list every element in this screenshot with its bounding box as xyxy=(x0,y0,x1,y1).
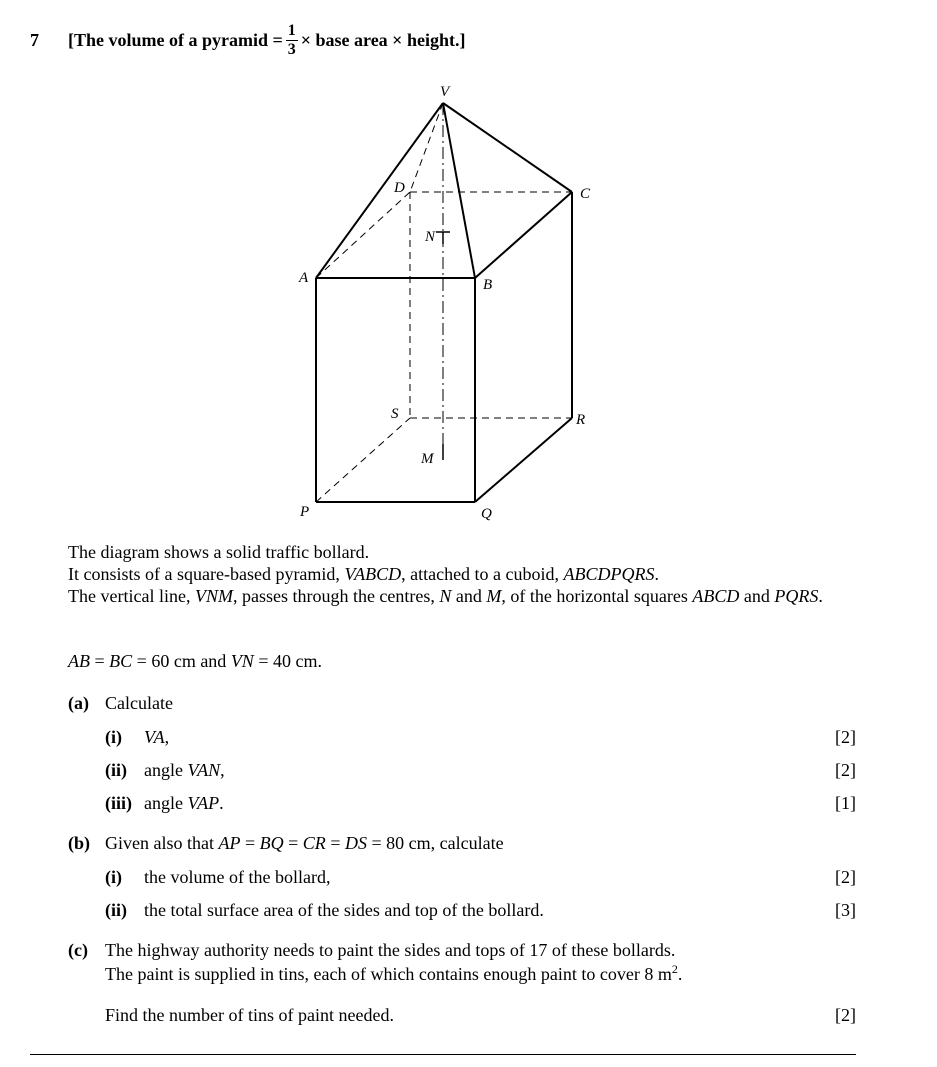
intro-text: and xyxy=(451,586,487,606)
part-c-label: (c) xyxy=(68,940,88,960)
point-name: M xyxy=(486,586,502,606)
part-b-ii-label: (ii) xyxy=(105,900,127,920)
segment-name: BQ xyxy=(259,833,284,853)
intro-text: , attached to a cuboid, xyxy=(401,564,564,584)
square-name: PQRS xyxy=(774,586,819,606)
item-text: the volume of the bollard, xyxy=(144,867,331,887)
segment-name: DS xyxy=(344,833,367,853)
label-Q: Q xyxy=(481,506,492,522)
item-ital: VA xyxy=(144,727,165,747)
part-b-ii-mark: [3] xyxy=(835,900,856,920)
segment-name: BC xyxy=(109,651,133,671)
eq-text: = xyxy=(325,833,345,853)
visible-edges xyxy=(316,103,572,502)
line-name: VNM xyxy=(194,586,233,606)
part-c-line-2 xyxy=(105,962,856,985)
intro-line-1: The diagram shows a solid traffic bollard. xyxy=(68,542,370,562)
intro-text: . xyxy=(654,564,660,584)
item-ital: VAP xyxy=(187,793,220,813)
segment-name: AB xyxy=(68,651,90,671)
part-a-label: (a) xyxy=(68,693,89,713)
part-c-line-1 xyxy=(68,940,856,961)
given-text: = 60 cm and xyxy=(132,651,231,671)
edge-VB xyxy=(443,103,475,278)
bottom-rule xyxy=(30,1054,856,1055)
intro-text: , of the horizontal squares xyxy=(501,586,693,606)
label-D: D xyxy=(394,180,405,196)
label-C: C xyxy=(580,186,591,202)
part-b-ii xyxy=(105,900,856,921)
part-a-iii-label: (iii) xyxy=(105,793,132,813)
item-text: angle xyxy=(144,793,188,813)
intro-line-2 xyxy=(68,563,856,585)
pyramid-name: VABCD xyxy=(344,564,402,584)
item-text: , xyxy=(164,727,170,747)
hidden-edges xyxy=(316,103,572,502)
eq-text: = xyxy=(240,833,260,853)
part-a-i-label: (i) xyxy=(105,727,122,747)
edge-QR xyxy=(475,418,572,502)
superscript: 2 xyxy=(671,962,678,976)
item-text: angle xyxy=(144,760,188,780)
label-B: B xyxy=(483,277,493,293)
label-R: R xyxy=(576,412,586,428)
item-text: . xyxy=(219,793,224,813)
part-a-iii-mark: [1] xyxy=(835,793,856,813)
cuboid-name: ABCDPQRS xyxy=(563,564,655,584)
item-text: , xyxy=(220,760,225,780)
edge-AD xyxy=(316,192,410,278)
item-text: the total surface area of the sides and top of the bollard. xyxy=(144,900,544,920)
part-a-heading xyxy=(68,693,856,714)
intro-text: . xyxy=(818,586,823,606)
fraction-numerator: 1 xyxy=(287,21,296,39)
label-S: S xyxy=(391,406,399,422)
header-prefix: [The volume of a pyramid = xyxy=(68,29,283,50)
part-c-text-2: The paint is supplied in tins, each of which contains enough paint to cover 8 m xyxy=(105,964,672,984)
part-b-i xyxy=(105,867,856,888)
intro-text: and xyxy=(739,586,775,606)
part-c-text-3: Find the number of tins of paint needed. xyxy=(105,1005,394,1025)
edge-VD xyxy=(410,103,443,192)
part-b-heading xyxy=(68,833,856,854)
part-a-i-mark: [2] xyxy=(835,727,856,747)
point-name: N xyxy=(439,586,452,606)
part-c-text-1: The highway authority needs to paint the sides and tops of 17 of these bollards. xyxy=(105,940,676,960)
label-V: V xyxy=(440,84,450,100)
part-a-i xyxy=(105,727,856,748)
square-name: ABCD xyxy=(692,586,740,606)
item-ital: VAN xyxy=(187,760,221,780)
segment-name: CR xyxy=(302,833,326,853)
part-a-iii xyxy=(105,793,856,814)
given-lengths xyxy=(68,650,856,672)
part-a-ii-label: (ii) xyxy=(105,760,127,780)
part-b-label: (b) xyxy=(68,833,90,853)
question-number: 7 xyxy=(30,30,39,50)
label-A: A xyxy=(299,270,309,286)
part-a-ii xyxy=(105,760,856,781)
part-b-text xyxy=(105,833,504,854)
eq-text: = xyxy=(283,833,303,853)
label-M: M xyxy=(421,451,434,467)
part-c-line-3 xyxy=(105,1005,856,1026)
label-P: P xyxy=(300,504,310,520)
edge-PS xyxy=(316,418,410,502)
part-b-i-label: (i) xyxy=(105,867,122,887)
given-text: = xyxy=(90,651,110,671)
part-c-text-end: . xyxy=(677,964,683,984)
part-c-mark: [2] xyxy=(835,1005,856,1025)
given-text: = 40 cm. xyxy=(253,651,322,671)
part-a-ii-mark: [2] xyxy=(835,760,856,780)
label-N: N xyxy=(425,229,436,245)
fraction-denominator: 3 xyxy=(287,40,296,58)
segment-name: VN xyxy=(230,651,254,671)
header-suffix: × base area × height.] xyxy=(300,29,466,50)
intro-text: It consists of a square-based pyramid, xyxy=(68,564,345,584)
part-b-pre: Given also that xyxy=(105,833,219,853)
edge-VA xyxy=(316,103,443,278)
edge-BC xyxy=(475,192,572,278)
intro-text: The vertical line, xyxy=(68,586,195,606)
intro-line-3 xyxy=(68,585,856,607)
part-b-i-mark: [2] xyxy=(835,867,856,887)
eq-text: = 80 cm, calculate xyxy=(366,833,504,853)
segment-name: AP xyxy=(218,833,241,853)
intro-text: , passes through the centres, xyxy=(232,586,440,606)
part-a-text: Calculate xyxy=(105,693,173,713)
edge-VC xyxy=(443,103,572,192)
